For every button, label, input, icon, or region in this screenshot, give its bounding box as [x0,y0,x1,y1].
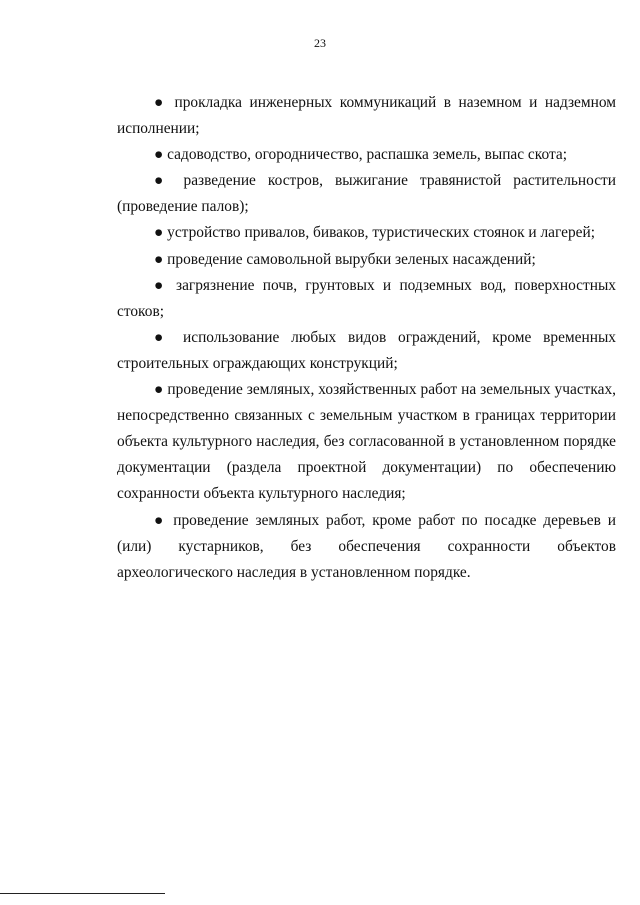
document-body [117,90,616,586]
list-item: ● разведение костров, выжигание травянистой растительности (проведение палов); [117,172,616,216]
list-item: ● прокладка инженерных коммуникаций в наземном и надземном исполнении; [117,94,616,138]
list-item: ● проведение земляных, хозяйственных работ на земельных участках, непосредственно связанных с земельным участком в границах территории объекта культурного наследия, без согласованной в установленном порядке документации (раздела проектной документации) по обеспечению сохранности объекта культурного наследия; [117,381,616,503]
list-item: ● проведение земляных работ, кроме работ по посадке деревьев и (или) кустарников, без обеспечения сохранности объектов археологического наследия в установленном порядке. [117,511,616,581]
list-item: ● устройство привалов, биваков, туристических стоянок и лагерей; [154,224,595,242]
footer-divider [0,893,165,894]
list-item: ● использование любых видов ограждений, кроме временных строительных ограждающих конструкций; [117,328,616,372]
list-item: ● садоводство, огородничество, распашка земель, выпас скота; [154,146,567,164]
list-item: ● проведение самовольной вырубки зеленых насаждений; [154,250,536,268]
list-item: ● загрязнение почв, грунтовых и подземных вод, поверхностных стоков; [117,276,616,320]
page-number: 23 [314,36,326,50]
